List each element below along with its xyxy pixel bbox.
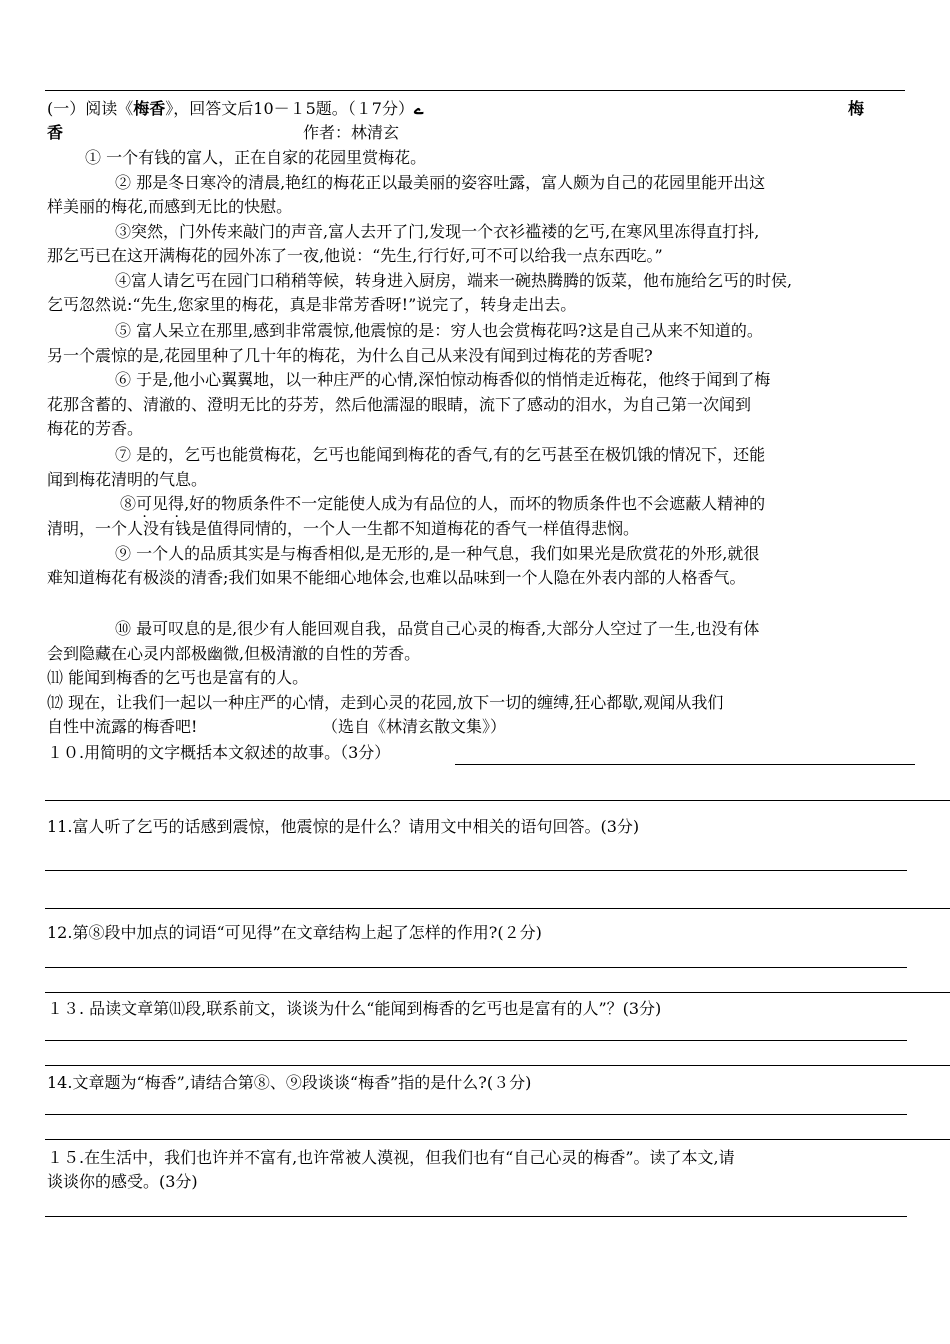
question-15-line-1: １５.在生活中，我们也许并不富有,也许常被人漠视，但我们也有“自己心灵的梅香”。读了本文,请 [47, 1148, 735, 1167]
answer-line-q12-2[interactable] [45, 992, 950, 993]
answer-line-q11-1[interactable] [45, 870, 907, 871]
answer-line-q13-1[interactable] [45, 1040, 907, 1041]
paragraph-6-line-1: ⑥ 于是,他小心翼翼地，以一种庄严的心情,深怕惊动梅香似的悄悄走近梅花，他终于闻到了梅 [115, 370, 771, 389]
paragraph-8-line-2: 清明，一个人没有钱是值得同情的，一个人一生都不知道梅花的香气一样值得悲悯。 [47, 519, 640, 538]
question-14: 14.文章题为“梅香”,请结合第⑧、⑨段谈谈“梅香”指的是什么?(３分) [47, 1073, 532, 1092]
paragraph-2-line-2: 样美丽的梅花,而感到无比的快慰。 [47, 197, 293, 216]
char-jian: 见 [152, 494, 169, 513]
paragraph-8-line-1 [120, 493, 765, 515]
dotted-char-de: 得 [168, 494, 185, 513]
top-rule [45, 90, 905, 91]
title-char-2: 香 [47, 123, 64, 142]
answer-line-q14-2[interactable] [45, 1139, 950, 1140]
paragraph-10-line-2: 会到隐藏在心灵内部极幽微,但极清澈的自性的芳香。 [47, 644, 421, 663]
paragraph-3-line-2: 那乞丐已在这开满梅花的园外冻了一夜,他说：“先生,行行好,可不可以给我一点东西吃。” [47, 246, 663, 265]
paragraph-11: ⑾ 能闻到梅香的乞丐也是富有的人。 [47, 668, 309, 687]
author-line: 作者：林清玄 [303, 123, 400, 142]
source-note: （选自《林清玄散文集》） [322, 717, 507, 736]
question-12: 12.第⑧段中加点的词语“可见得”在文章结构上起了怎样的作用?(２分) [47, 923, 542, 942]
paragraph-12-line-2: 自性中流露的梅香吧! [47, 717, 198, 736]
paragraph-5-line-2: 另一个震惊的是,花园里种了几十年的梅花，为什么自己从来没有闻到过梅花的芳香呢? [47, 346, 653, 365]
paragraph-12-line-1: ⑿ 现在，让我们一起以一种庄严的心情，走到心灵的花园,放下一切的缠缚,狂心都歇,观闻从我们 [47, 693, 724, 712]
paragraph-6-line-3: 梅花的芳香。 [47, 419, 144, 438]
answer-line-q15[interactable] [45, 1216, 907, 1217]
paragraph-9-line-2: 难知道梅花有极淡的清香;我们如果不能细心地体会,也难以品味到一个人隐在外表内部的人格香气。 [47, 568, 746, 587]
answer-line-q11-2[interactable] [45, 908, 950, 909]
paragraph-4-line-1: ④富人请乞丐在园门口稍稍等候，转身进入厨房，端来一碗热腾腾的饭菜，他布施给乞丐的时侯, [115, 271, 793, 290]
paragraph-6-line-2: 花那含蓄的、清澈的、澄明无比的芬芳，然后他濡湿的眼睛，流下了感动的泪水，为自己第一次闻到 [47, 395, 752, 414]
answer-line-q13-2[interactable] [45, 1065, 950, 1066]
paragraph-7-line-1: ⑦ 是的，乞丐也能赏梅花，乞丐也能闻到梅花的香气,有的乞丐甚至在极饥饿的情况下，还能 [115, 445, 766, 464]
question-13: １３. 品读文章第⑾段,联系前文，谈谈为什么“能闻到梅香的乞丐也是富有的人”？(3分) [47, 999, 662, 1018]
answer-line-q10[interactable] [45, 800, 950, 801]
answer-line-q12-1[interactable] [45, 967, 907, 968]
paragraph-9-line-1: ⑨ 一个人的品质其实是与梅香相似,是无形的,是一种气息，我们如果光是欣赏花的外形,就很 [115, 544, 760, 563]
paragraph-7-line-2: 闻到梅花清明的气息。 [47, 470, 208, 489]
header-intro: (一）阅读《 [47, 99, 134, 118]
question-11: 11.富人听了乞丐的话感到震惊，他震惊的是什么？请用文中相关的语句回答。(3分) [47, 817, 640, 836]
paragraph-10-line-1: ⑩ 最可叹息的是,很少有人能回观自我，品赏自己心灵的梅香,大部分人空过了一生,也没有体 [115, 619, 760, 638]
paragraph-8-number: ⑧ [120, 494, 137, 513]
article-title: 梅香 [133, 99, 166, 118]
dotted-char-ke: 可 [136, 494, 153, 513]
answer-line-q10-inline[interactable] [455, 764, 915, 765]
question-15-line-2: 谈谈你的感受。(3分) [47, 1172, 198, 1191]
header-instructions: 》，回答文后10－１5题。（１7分） [165, 99, 414, 118]
title-char-1: 梅 [848, 99, 865, 118]
stray-mark: ے [414, 99, 424, 118]
paragraph-3-line-1: ③突然，门外传来敲门的声音,富人去开了门,发现一个衣衫褴褛的乞丐,在寒风里冻得直打抖, [115, 222, 760, 241]
reading-header [47, 98, 423, 120]
paragraph-5-line-1: ⑤ 富人呆立在那里,感到非常震惊,他震惊的是：穷人也会赏梅花吗?这是自己从来不知道的。 [115, 321, 763, 340]
paragraph-4-line-2: 乞丐忽然说:“先生,您家里的梅花，真是非常芳香呀!”说完了，转身走出去。 [47, 295, 577, 314]
paragraph-1: ① 一个有钱的富人，正在自家的花园里赏梅花。 [85, 148, 427, 167]
paragraph-8-rest: ,好的物质条件不一定能使人成为有品位的人，而坏的物质条件也不会遮蔽人精神的 [184, 494, 766, 513]
question-10: １０.用简明的文字概括本文叙述的故事。（3分） [47, 743, 391, 762]
answer-line-q14-1[interactable] [45, 1114, 907, 1115]
paragraph-2-line-1: ② 那是冬日寒冷的清晨,艳红的梅花正以最美丽的姿容吐露，富人颇为自己的花园里能开出这 [115, 173, 766, 192]
